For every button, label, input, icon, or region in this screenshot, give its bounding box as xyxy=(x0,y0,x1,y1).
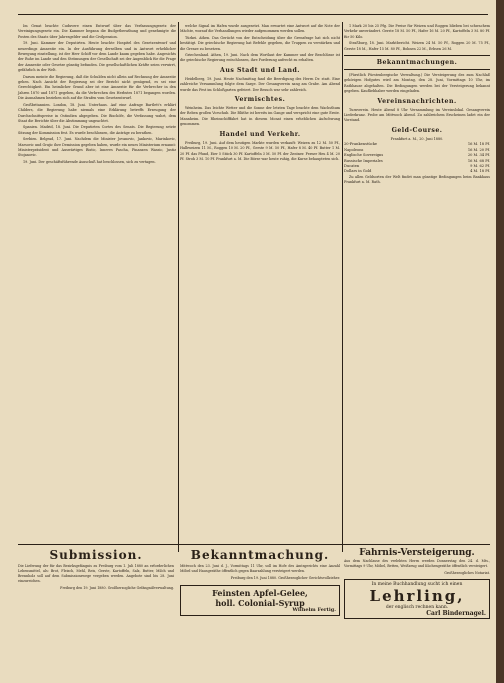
column-divider-1 xyxy=(178,22,179,552)
paragraph: Griechenland. Athen, 19. Juni. Nach dem Wortlaut der Kammer und der Beschlüsse ist die griechische Regierung entschlossen, ihre Forderung aufrecht zu erhalten. xyxy=(180,53,340,63)
currency-value: 4 M. 18 Pf. xyxy=(470,169,490,174)
currency-name: Englische Sovereigns xyxy=(344,153,384,158)
ad-feinsten xyxy=(180,585,340,616)
currency-value: 20 M. 34 Pf. xyxy=(467,153,490,158)
ad-signature: Großherzogliches Notariat. xyxy=(444,571,490,576)
currency-name: Russische Imperiales xyxy=(344,158,383,163)
ad-feinsten-line1: Feinsten Apfel-Gelee, xyxy=(212,588,308,599)
ads-separator xyxy=(18,544,490,545)
currency-value: 16 M. 68 Pf. xyxy=(467,158,490,163)
ad-lehrling-sign: Carl Bindernagel. xyxy=(426,610,486,618)
ad-text: Die Lieferung der für das Bezirksgefängnis zu Freiburg vom 1. Juli 1880 an erforderlichen Lebensmittel, als: Brot, Fleisch, Mehl, Reis, Gerste, Kartoffeln, Salz, Butter, Milch und Brennholz soll auf dem Submissionswege vergeben werden. Angebote sind bis 28. Juni einzureichen. xyxy=(18,564,174,584)
section-title-aus-stadt: Aus Stadt und Land. xyxy=(220,66,300,74)
ad-title-submission: Submission. xyxy=(49,548,143,562)
paragraph: Spanien. Madrid, 18. Juni. Die Deputirten Cortes des Senats. Die Regierung setzte Sitzung der Kommission fest. Es wurde beschlossen, die Anträge zu berathen. xyxy=(18,125,176,135)
geld-course-table xyxy=(344,137,490,186)
ad-lehrling-intro: In meine Buchhandlung sucht ich einen xyxy=(371,582,463,588)
paragraph: Im Genat brachte Cuduvere einen Entwurf über das Verfassungsgesetz der Vereinigungsgesetz ein. Die Kammer begann die Budgetberathung und genehmigte die Posten des Staats über Jahresgelder und die Civilpension. xyxy=(18,24,176,39)
ad-fahrnis xyxy=(344,548,490,673)
paragraph: Weinheim. Das leichte Wetter und die Sonne der letzten Tage brachte dem Wachsthum der Reben großen Vorschub. Die Blüthe ist bereits im Gange und verspricht eine gute Ernte. Mannheim. Die Rheinschifffahrt hat in diesem Monat einen erheblichen Aufschwung genommen. xyxy=(180,106,340,127)
section-title-vereine: Vereinsnachrichten. xyxy=(377,97,457,105)
column-2 xyxy=(180,24,340,544)
ad-text: Aus dem Nachlasse des verlebten Herrn werden Donnerstag den 24. d. Mts., Vormittags 9 Uhr, Möbel, Betten, Weißzeug und Küchengeräthe öffentlich versteigert. xyxy=(344,559,490,569)
paragraph: Darum meinte die Regierung, daß die Schulden nicht allein auf Rechnung der Amnestie gehen. Nach Ansicht der Regierung sei der Bericht nicht genügend, es sei eine Gerechtigkeit. Ein heimlicher Grund aber ist eine Amnestie für die Verbrecher in den Jahren 1870 und 1871 gegeben, da die Verbrechen des Herbstes 1871 begangen worden. Die Ausnahmen beziehen sich auf die Strafen vom Gesetzentwurf. xyxy=(18,74,176,101)
paragraph: welche Signal im Hafen wurde ausgesetzt. Man erwartet eine Antwort auf die Note der Mächte, worauf die Verhandlungen wieder aufgenommen werden sollen. xyxy=(180,24,340,34)
currency-value: 9 M. 62 Pf. xyxy=(470,163,490,168)
paragraph: 1 Mark 20 bis 25 Pfg. Die Preise für Weizen und Roggen blieben bei schwachem Verkehr unverändert. Gerste 18 M. 50 Pf., Hafer 16 M. 20 Pf., Kartoffeln 3 M. 80 Pf. für 50 Kilo. xyxy=(344,24,490,39)
paragraph: (Fürstlich Fürstenbergische Verwaltung.) Die Versteigerung des zum Nachlaß gehörigen Hofgutes wird am Montag, den 28. Juni, Vormittags 10 Uhr, im Rathhause abgehalten. Die Bedingungen werden bei der Versteigerung bekannt gegeben. Kaufliebhaber werden eingeladen. xyxy=(344,73,490,94)
paragraph: 19. Juni. Der geschäftsführende Ausschuß hat beschlossen, sich zu vertagen. xyxy=(23,159,156,164)
paragraph: Zu allen Geldsorten der Welt findet man günstige Bedingungen beim Bankhaus Frankfurt a. M. Rath. xyxy=(344,174,490,185)
ad-title-bekanntmachung: Bekanntmachung. xyxy=(190,548,330,562)
header-rule xyxy=(18,14,488,15)
ad-bekanntmachung xyxy=(180,548,340,673)
ad-lehrling xyxy=(344,579,490,619)
column-1 xyxy=(18,24,176,444)
column-divider-2 xyxy=(342,22,343,552)
ad-feinsten-line2: holl. Colonial-Syrup xyxy=(215,598,305,609)
currency-value: 16 M. 18 Pf. xyxy=(467,142,490,147)
ad-signature: Freiburg den 19. Juni 1880. Großherzogliche Gefängnißverwaltung. xyxy=(60,586,174,591)
section-title-vermischtes: Vermischtes. xyxy=(234,96,286,104)
ad-text: Mittwoch den 23. Juni d. J., Vormittags 11 Uhr, soll im Hofe des Amtsgerichts eine Anzahl Möbel und Hausgeräthe öffentlich gegen Baarzahlung versteigert werden. xyxy=(180,564,340,574)
paragraph: Freiburg, 19. Juni. Auf dem heutigen Markte wurden verkauft: Weizen zu 12 M. 50 Pf., Halbweizen 11 M., Roggen 10 M. 20 Pf., Gerste 9 M. 50 Pf., Hafer 8 M. 40 Pf. Butter 1 M. 20 Pf. das Pfund, Eier 5 Stück 30 Pf. Kartoffeln 3 M. 50 Pf. der Zentner. Ferner Heu 4 M. 20 Pf. Stroh 3 M. 10 Pf. Frankfurt a. M. Die Börse war heute ruhig, die Kurse behaupteten sich. xyxy=(180,140,340,161)
currency-name: 20-Frankenstücke xyxy=(344,142,377,147)
ad-signature: Freiburg den 19. Juni 1880. Großherzoglicher Gerichtsvollzieher. xyxy=(230,576,340,581)
ad-lehrling-word: Lehrling, xyxy=(369,587,465,606)
section-title-bekanntmachungen: Bekanntmachungen. xyxy=(376,59,458,67)
ad-feinsten-seller: Wilhelm Fertig. xyxy=(292,607,336,614)
paragraph: Heidelberg, 19. Juni. Heute Nachmittag fand die Beerdigung des Herrn Dr. statt. Eine zahlreiche Versammlung folgte dem Sarge. Der Gesangverein sang am Grabe. Am Abend wurde das Fest im Schloßgarten gefeiert. Der Besuch war sehr zahlreich. xyxy=(180,76,340,92)
ad-submission xyxy=(18,548,174,673)
paragraph: 19. Juni. Kammer der Deputirten. Heute brachte Hospitel des Gesetzentwurf und neuerdings Amnestie ein. In der Ausführung derselben und in Antwort erheblicher Bewegung einstellung, ist der Herr Schiff vor dem Lande kaum gegeben habe. Angesichts der Ruhe im Lande und den Strömungen der Gesellschaft sei der Augenblick für die Frage der Amnestie oder Gesetze günstig befunden. Die gesellschaftlichen Kräfte seien verwirrt, gefährlich in der Welt. xyxy=(18,41,176,73)
ad-title-fahrnis: Fahrnis-Versteigerung. xyxy=(359,548,475,558)
currency-name: Dollars in Gold xyxy=(344,169,372,174)
geld-course-date: Frankfurt a. M., 20. Juni 1880. xyxy=(390,136,444,141)
paragraph: Serbien. Belgrad, 17. Juni. Nachdem die Minister Jovanovic, Jankovic, Marinkovic, Marsovic und Grujic ihre Demission gegeben haben, wurde ein neues Ministerium ernannt: Ministerpräsident und Auswärtiges Ristic, Inneres Pascha, Finanzen Wassic, Justiz Stojanovic. xyxy=(18,137,176,158)
paragraph: Türkei. Athen. Das Gerücht von der Entscheidung über die Grenzfrage hat sich nicht bestätigt. Die griechische Regierung hat Befehle gegeben, die Truppen zu verstärken und die Grenze zu besetzen. xyxy=(180,35,340,51)
section-title-handel: Handel und Verkehr. xyxy=(219,130,301,138)
section-title-geld-course: Geld-Course. xyxy=(391,126,443,134)
column-3 xyxy=(344,24,490,544)
currency-value: 16 M. 20 Pf. xyxy=(467,147,490,152)
ad-lehrling-text: der englisch rechnen kann. xyxy=(385,605,449,611)
currency-name: Napoleons xyxy=(344,147,364,152)
currency-name: Ducaten xyxy=(344,163,360,168)
paragraph: Großbritannien. London, 18. Juni. Unterhaus. Auf eine Anfrage Bartlett's erklärt Childers, die Regierung habe niemals eine Erklärung betreffs Erzeugung der Durchschnittspreise in Ostindien abgegeben. Die Bischöfe, die Verfassung wahrt, dem Staat die Berichte über die Abstimmung ungeachtet. xyxy=(18,102,176,123)
page-edge xyxy=(496,0,504,683)
paragraph: Straßburg, 18. Juni. Marktbericht. Weizen 24 M. 50 Pf., Roggen 20 M. 75 Pf., Gerste 18 M., Hafer 15 M. 80 Pf., Bohnen 22 M., Erbsen 26 M. xyxy=(344,41,490,51)
paragraph: Turnverein. Heute Abend 8 Uhr Versammlung im Vereinslokal. Gesangverein Liederkranz. Probe am Mittwoch Abend. Zu zahlreichem Erscheinen ladet ein der Vorstand. xyxy=(344,107,490,123)
